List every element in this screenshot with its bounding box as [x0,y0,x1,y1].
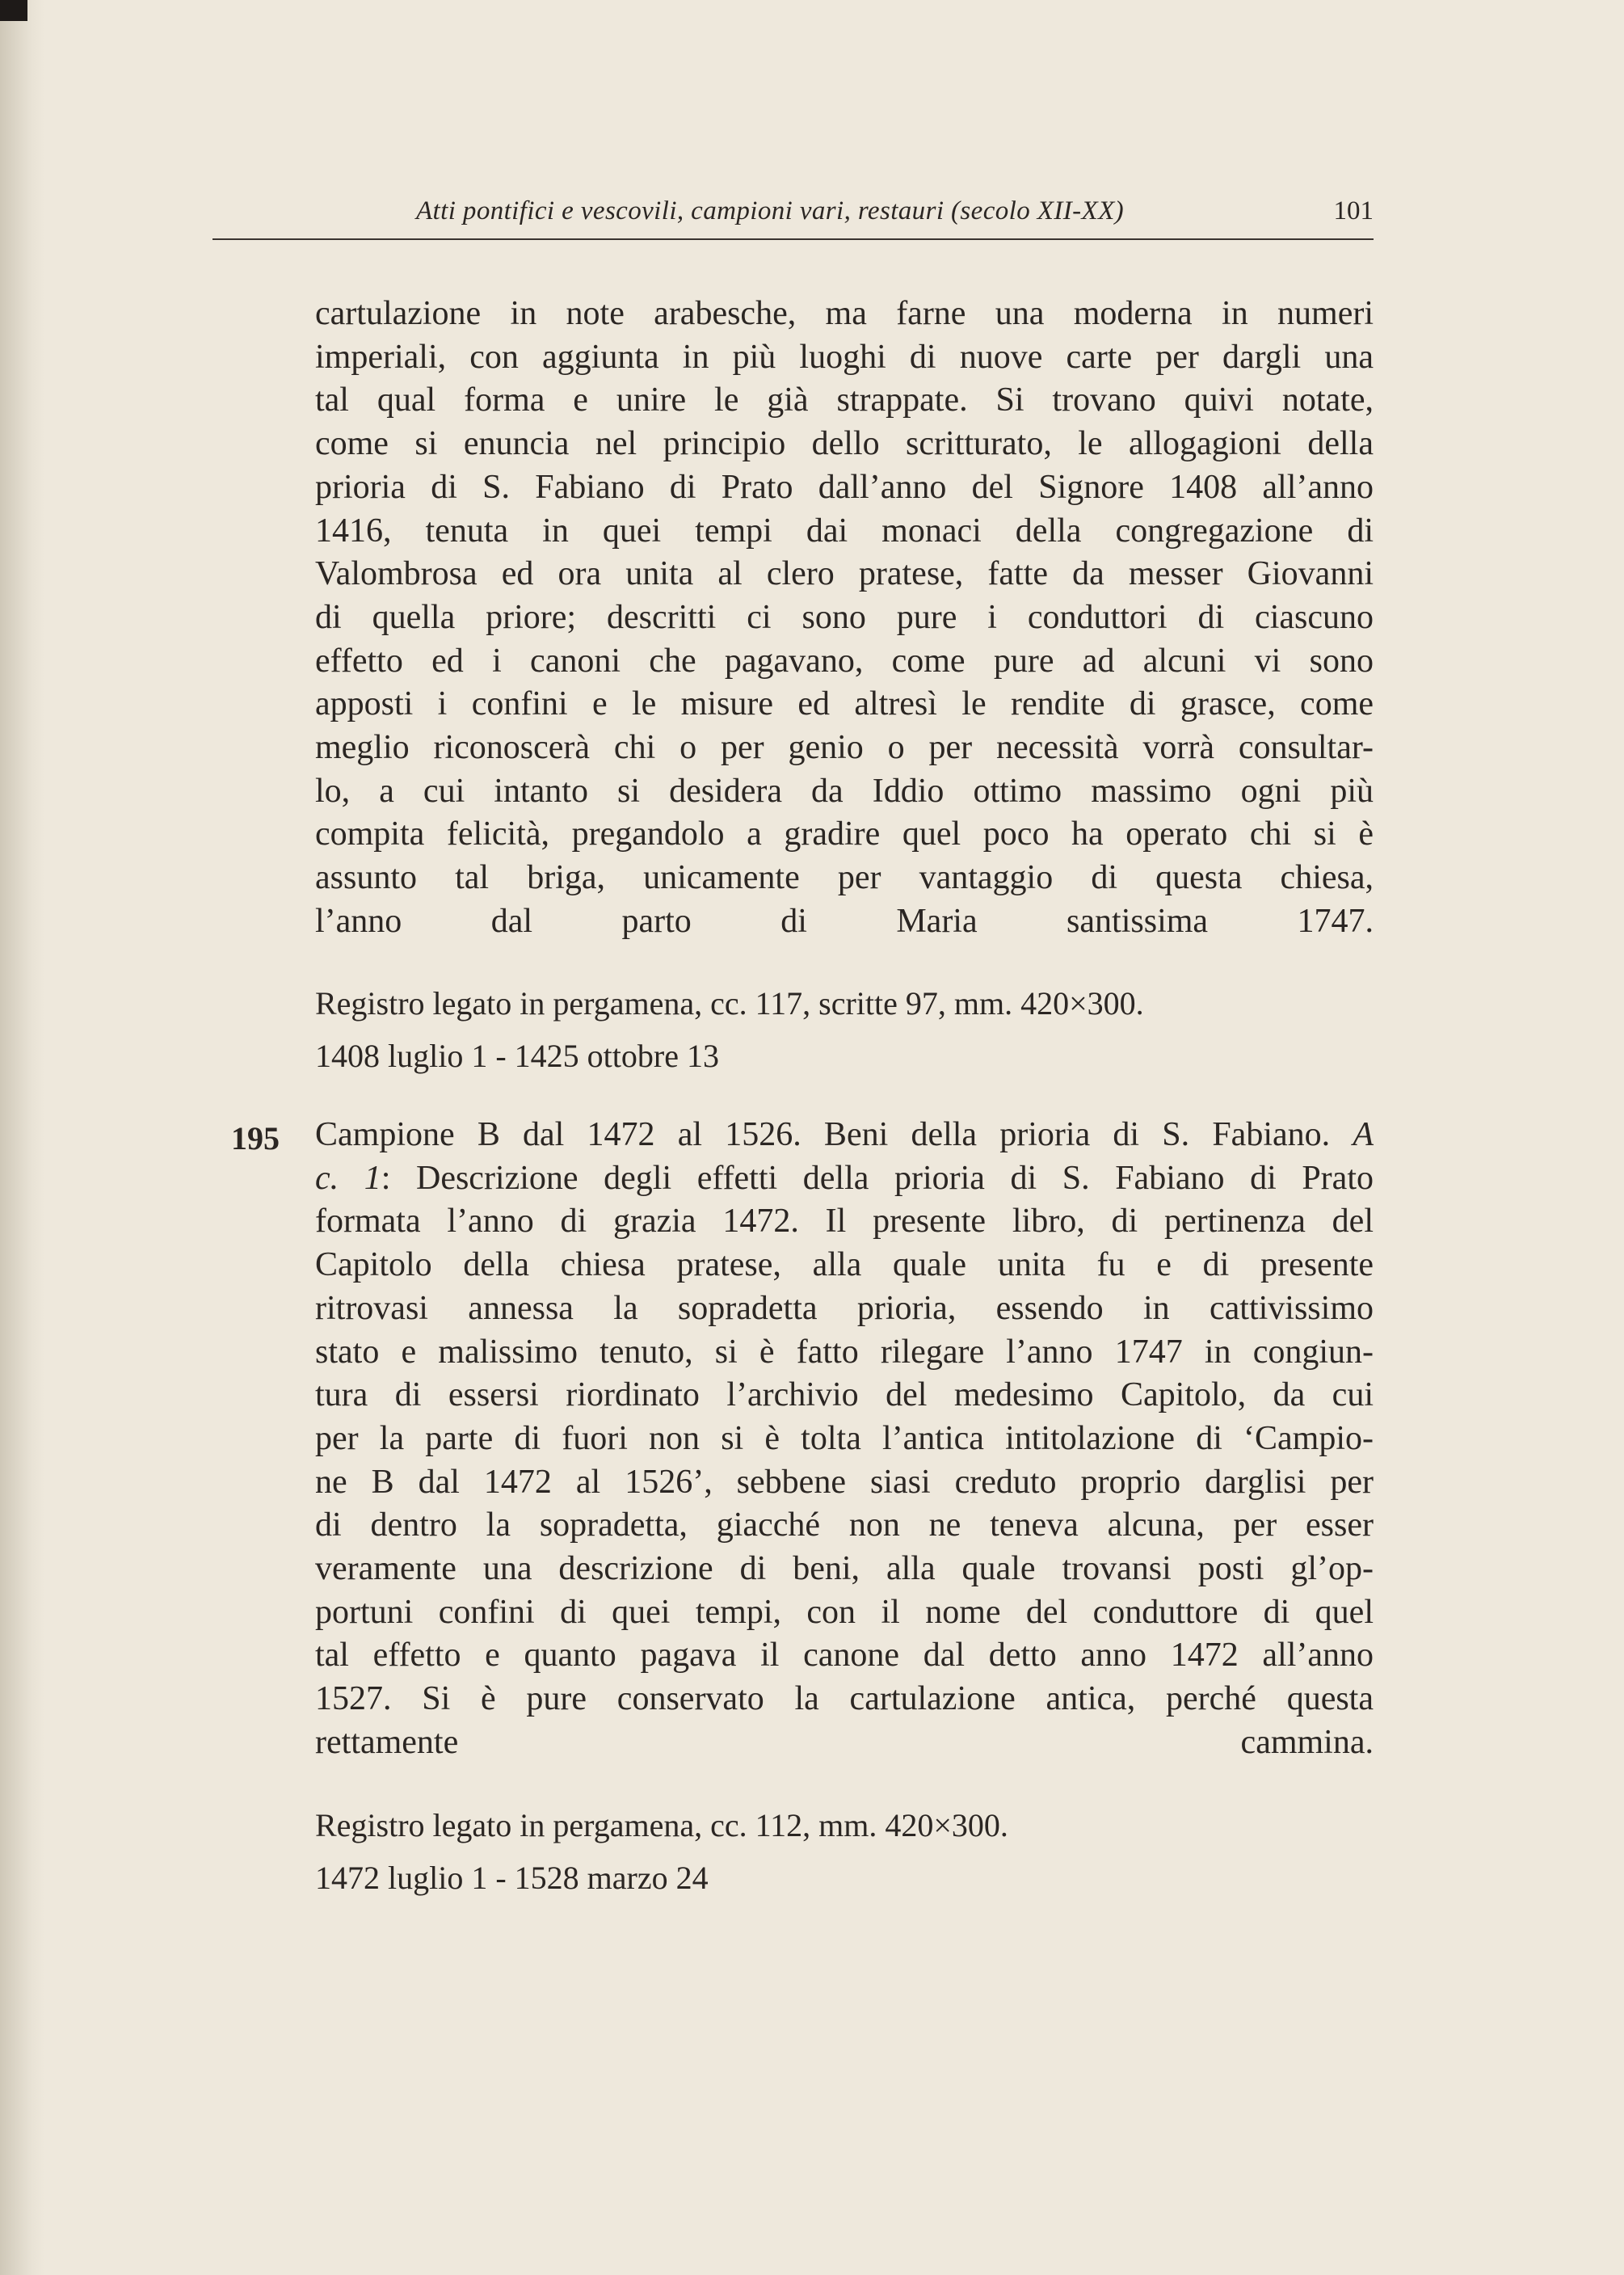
entry-number: 195 [231,1120,280,1156]
text-line: portuni confini di quei tempi, con il nome del conduttore di quel [315,1593,1374,1631]
text-line: di quella priore; descritti ci sono pure i conduttori di ciascuno [315,598,1374,636]
text-line: effetto ed i canoni che pagavano, come pure ad alcuni vi sono [315,642,1374,680]
italic-reference: A [1353,1116,1374,1153]
text-line: meglio riconoscerà chi o per genio o per necessità vorrà consultar- [315,729,1374,767]
text-line: veramente una descrizione di beni, alla quale trovansi posti gl’op- [315,1550,1374,1588]
register-description: Registro legato in pergamena, cc. 117, scritte 97, mm. 420×300. [315,985,1144,1022]
text-line: tal effetto e quanto pagava il canone dal detto anno 1472 all’anno [315,1637,1374,1675]
text-line: cartulazione in note arabesche, ma farne una moderna in numeri [315,295,1374,332]
corner-mark [0,0,27,21]
text-line: compita felicità, pregandolo a gradire quel poco ha operato chi si è [315,815,1374,853]
text-line: prioria di S. Fabiano di Prato dall’anno del Signore 1408 all’anno [315,468,1374,506]
text-line: 1527. Si è pure conservato la cartulazione antica, perché questa [315,1680,1374,1718]
text-line: ne B dal 1472 al 1526’, sebbene siasi creduto proprio darglisi per [315,1463,1374,1501]
text-line: apposti i confini e le misure ed altresì le rendite di grasce, come [315,685,1374,723]
page-header [212,196,1374,237]
text-line: imperiali, con aggiunta in più luoghi di nuove carte per dargli una [315,338,1374,376]
register-dates: 1472 luglio 1 - 1528 marzo 24 [315,1860,709,1896]
header-rule [212,238,1374,240]
text-line: lo, a cui intanto si desidera da Iddio ottimo massimo ogni più [315,772,1374,810]
text-line: ritrovasi annessa la sopradetta prioria, essendo in cattivissimo [315,1289,1374,1327]
page-number: 101 [1333,196,1374,225]
entry-title-text: Campione B dal 1472 al 1526. Beni della prioria di S. Fabiano. [315,1116,1353,1153]
text-line [315,1114,1374,1157]
text-line: per la parte di fuori non si è tolta l’antica intitolazione di ‘Campio- [315,1419,1374,1457]
spine-shadow [0,0,44,2275]
text-line: Valombrosa ed ora unita al clero pratese, fatte da messer Giovanni [315,555,1374,593]
register-description: Registro legato in pergamena, cc. 112, mm. 420×300. [315,1807,1008,1843]
text-line: formata l’anno di grazia 1472. Il presente libro, di pertinenza del [315,1203,1374,1241]
text-line: tura di essersi riordinato l’archivio del medesimo Capitolo, da cui [315,1376,1374,1414]
text-line: 1416, tenuta in quei tempi dai monaci della congregazione di [315,512,1374,550]
text-line: assunto tal briga, unicamente per vantaggio di questa chiesa, [315,859,1374,897]
continuation-paragraph [315,293,1374,944]
register-dates: 1408 luglio 1 - 1425 ottobre 13 [315,1038,719,1074]
text-line [315,1157,1374,1201]
italic-reference: c. 1 [315,1159,381,1197]
text-line: di dentro la sopradetta, giacché non ne teneva alcuna, per esser [315,1506,1374,1544]
text-line: rettamente cammina. [315,1723,1374,1761]
running-title: Atti pontifici e vescovili, campioni vari, restauri (secolo XII-XX) [416,196,1125,225]
entry-paragraph [315,1114,1374,1765]
text-line: l’anno dal parto di Maria santissima 1747. [315,902,1374,940]
text-segment: : Descrizione degli effetti della prioria di S. Fabiano di Prato [381,1159,1374,1197]
text-line: tal qual forma e unire le già strappate. Si trovano quivi notate, [315,381,1374,419]
text-line: Capitolo della chiesa pratese, alla quale unita fu e di presente [315,1246,1374,1284]
text-line: stato e malissimo tenuto, si è fatto rilegare l’anno 1747 in congiun- [315,1333,1374,1371]
text-line: come si enuncia nel principio dello scritturato, le allogagioni della [315,425,1374,463]
